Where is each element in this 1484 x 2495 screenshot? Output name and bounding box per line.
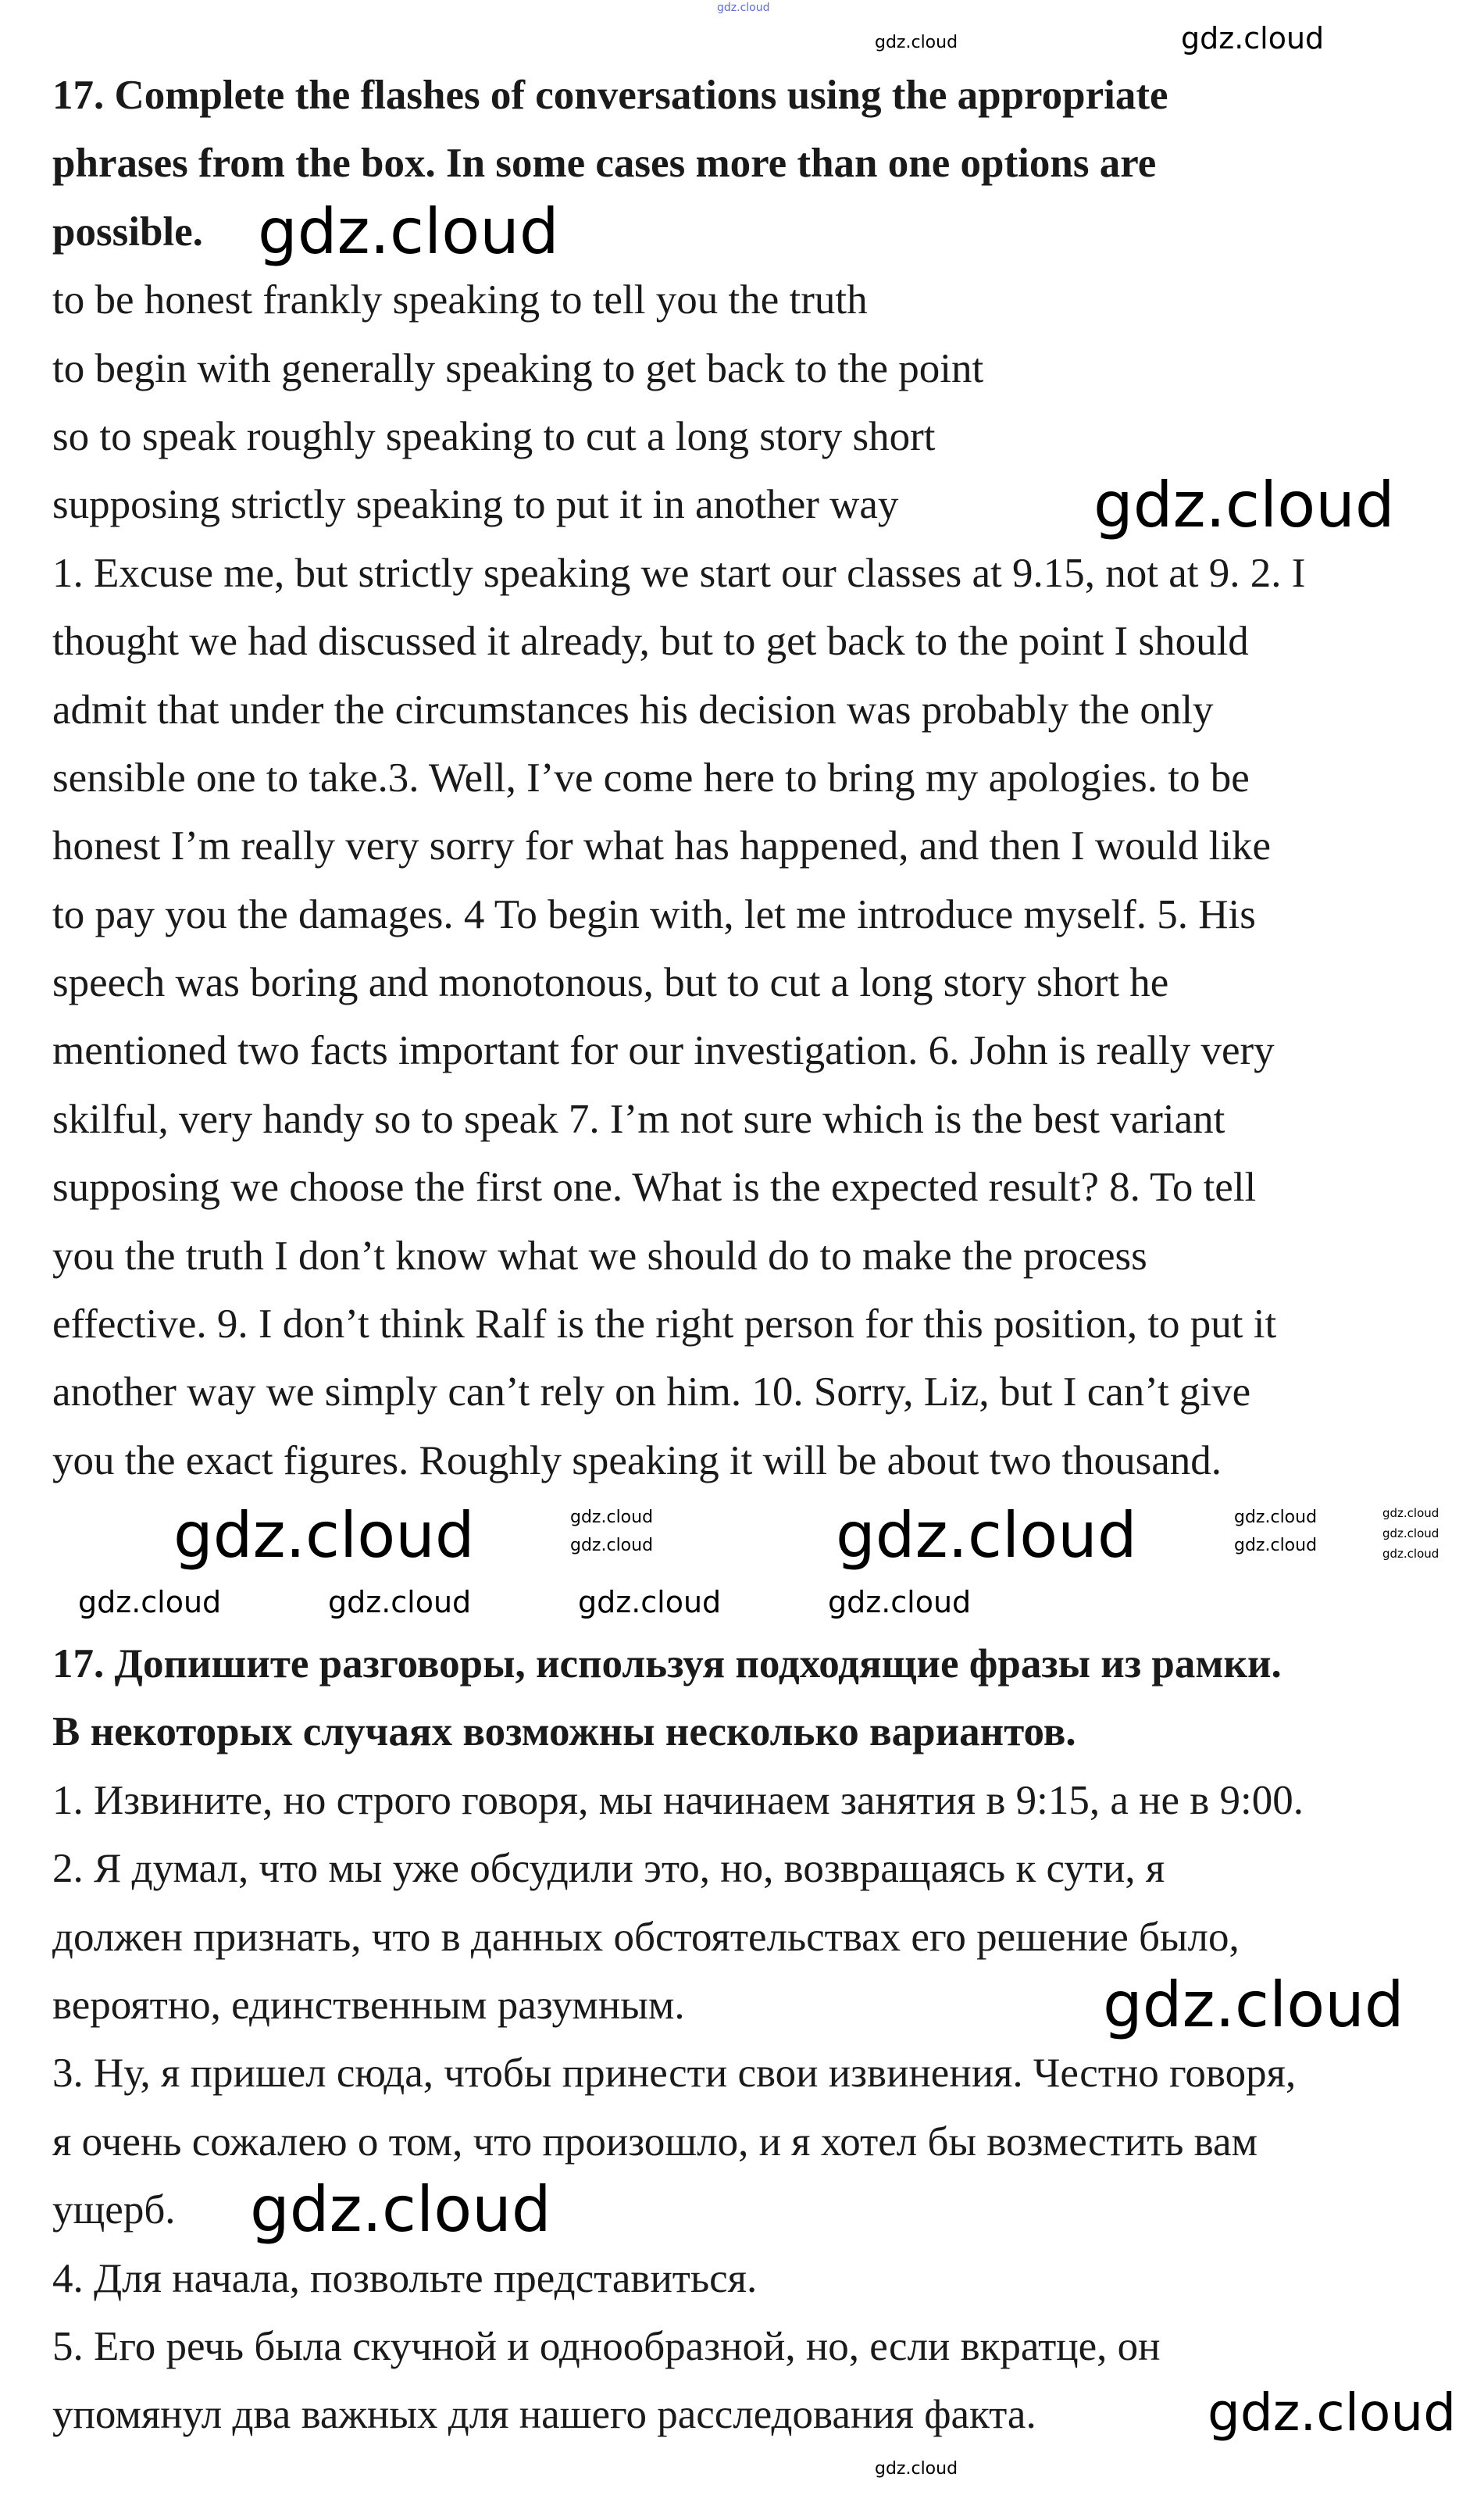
watermark: gdz.cloud	[1208, 2383, 1457, 2443]
watermark: gdz.cloud	[875, 33, 958, 52]
answer-line: skilful, very handy so to speak 7. I’m not sure which is the best variant	[52, 1096, 1225, 1142]
translation-line: вероятно, единственным разумным.	[52, 1982, 685, 2028]
answer-line: to pay you the damages. 4 To begin with, let me introduce myself. 5. His	[52, 891, 1256, 937]
translation-line: 5. Его речь была скучной и однообразной, но, если вкратце, он	[52, 2323, 1161, 2369]
watermark: gdz.cloud	[570, 1536, 654, 1555]
answer-line: mentioned two facts important for our investigation. 6. John is really very	[52, 1028, 1275, 1074]
answer-line: supposing we choose the first one. What is the expected result? 8. To tell	[52, 1165, 1257, 1211]
translation-line: 4. Для начала, позвольте представиться.	[52, 2255, 758, 2301]
answer-line: speech was boring and monotonous, but to cut a long story short he	[52, 960, 1169, 1006]
answer-line: 1. Excuse me, but strictly speaking we start our classes at 9.15, not at 9. 2. I	[52, 550, 1306, 596]
watermark: gdz.cloud	[1103, 1969, 1404, 2041]
translation-line: 1. Извините, но строго говоря, мы начинаем занятия в 9:15, а не в 9:00.	[52, 1777, 1304, 1823]
watermark: gdz.cloud	[578, 1585, 722, 1619]
translation-line: ущерб.	[52, 2187, 176, 2233]
exercise-heading-line: phrases from the box. In some cases more than one options are	[52, 141, 1157, 187]
english-section	[52, 62, 1458, 1495]
translation-heading-line: В некоторых случаях возможны несколько вариантов.	[52, 1709, 1076, 1755]
box-phrases-line: to be honest frankly speaking to tell you the truth	[52, 277, 868, 323]
watermark: gdz.cloud	[1382, 1547, 1439, 1561]
answer-line: sensible one to take.3. Well, I’ve come here to bring my apologies. to be	[52, 755, 1250, 801]
translation-line: должен признать, что в данных обстоятельствах его решение было,	[52, 1914, 1240, 1960]
exercise-heading-line: possible.	[52, 209, 203, 255]
answer-line: admit that under the circumstances his decision was probably the only	[52, 687, 1214, 733]
watermark: gdz.cloud	[875, 2459, 958, 2479]
translation-line: 3. Ну, я пришел сюда, чтобы принести свои извинения. Честно говоря,	[52, 2051, 1297, 2097]
watermark: gdz.cloud	[78, 1585, 222, 1619]
answer-line: thought we had discussed it already, but to get back to the point I should	[52, 619, 1249, 665]
watermark: gdz.cloud	[828, 1585, 972, 1619]
watermark: gdz.cloud	[1382, 1526, 1439, 1540]
box-phrases-line: supposing strictly speaking to put it in another way	[52, 482, 899, 528]
answer-line: you the exact figures. Roughly speaking it will be about two thousand.	[52, 1437, 1222, 1483]
watermark: gdz.cloud	[1234, 1536, 1318, 1555]
answer-line: another way we simply can’t rely on him. 10. Sorry, Liz, but I can’t give	[52, 1369, 1251, 1415]
watermark: gdz.cloud	[250, 2173, 551, 2246]
watermark: gdz.cloud	[1093, 469, 1395, 541]
watermark: gdz.cloud	[173, 1499, 475, 1572]
box-phrases-line: so to speak roughly speaking to cut a long story short	[52, 413, 936, 459]
answer-line: honest I’m really very sorry for what has happened, and then I would like	[52, 823, 1272, 869]
watermark: gdz.cloud	[836, 1499, 1137, 1572]
watermark: gdz.cloud	[1382, 1506, 1439, 1520]
watermark: gdz.cloud	[570, 1508, 654, 1527]
translation-heading-line: 17. Допишите разговоры, используя подходящие фразы из рамки.	[52, 1641, 1282, 1687]
translation-line: 2. Я думал, что мы уже обсудили это, но, возвращаясь к сути, я	[52, 1846, 1165, 1892]
box-phrases-line: to begin with generally speaking to get back to the point	[52, 345, 984, 391]
watermark: gdz.cloud	[258, 195, 559, 268]
watermark: gdz.cloud	[1181, 21, 1325, 55]
translation-line: я очень сожалею о том, что произошло, и я хотел бы возместить вам	[52, 2118, 1258, 2165]
watermark: gdz.cloud	[717, 2, 770, 14]
translation-line: упомянул два важных для нашего расследования факта.	[52, 2392, 1036, 2438]
watermark: gdz.cloud	[1234, 1508, 1318, 1527]
answer-line: effective. 9. I don’t think Ralf is the right person for this position, to put it	[52, 1301, 1277, 1347]
exercise-heading-line: 17. Complete the flashes of conversations using the appropriate	[52, 73, 1168, 118]
answer-line: you the truth I don’t know what we should do to make the process	[52, 1233, 1147, 1279]
watermark: gdz.cloud	[328, 1585, 472, 1619]
